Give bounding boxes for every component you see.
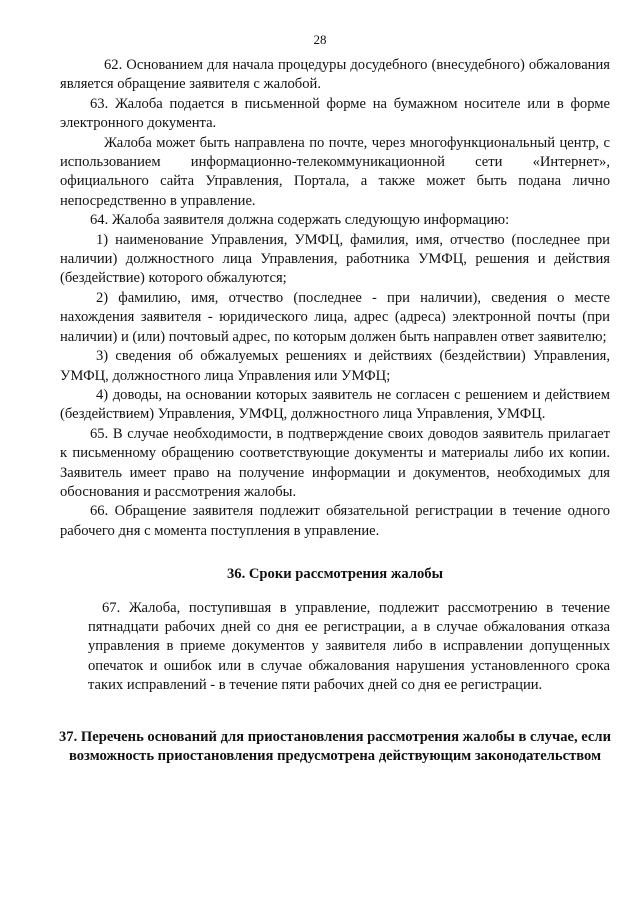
section-36-heading: 36. Сроки рассмотрения жалобы — [226, 566, 443, 583]
paragraph-62: 62. Основанием для начала процедуры досудебного (внесудебного) обжалования является обращение заявителя с жалобой. — [60, 57, 610, 93]
section-36-body — [60, 599, 610, 696]
document-body — [60, 56, 610, 766]
paragraph-63-delivery: Жалоба может быть направлена по почте, через многофункциональный центр, с использованием информационно-телекоммуникационной сети «Интернет», официального сайта Управления, Портала, а также может быть подана лично непосредственно в управление. — [60, 134, 610, 209]
paragraph-65: 65. В случае необходимости, в подтверждение своих доводов заявитель прилагает к письменному обращению соответствующие документы и материалы либо их копии. Заявитель имеет право на получение информации и документов, необходимых для обоснования и рассмотрения жалобы. — [60, 425, 610, 500]
paragraph-67: 67. Жалоба, поступившая в управление, подлежит рассмотрению в течение пятнадцати рабочих дней со дня ее регистрации, а в случае обжалования отказа управления в приеме документов у заявителя либо в исправлении допущенных опечаток и ошибок или в случае обжалования нарушения установленного срока таких исправлений - в течение пяти рабочих дней со дня ее регистрации. — [88, 599, 610, 694]
paragraph-64: 64. Жалоба заявителя должна содержать следующую информацию: — [90, 212, 510, 229]
paragraph-66: 66. Обращение заявителя подлежит обязательной регистрации в течение одного рабочего дня с момента поступления в управление. — [60, 503, 610, 539]
list-item-4: 4) доводы, на основании которых заявитель не согласен с решением и действием (бездействием) Управления, УМФЦ, должностного лица Управления, УМФЦ. — [60, 386, 610, 423]
paragraph-63: 63. Жалоба подается в письменной форме на бумажном носителе или в форме электронного документа. — [60, 95, 610, 132]
list-item-1: 1) наименование Управления, УМФЦ, фамилия, имя, отчество (последнее при наличии) должностного лица Управления, работника УМФЦ, решения и действия (бездействие) которого обжалуются; — [60, 231, 610, 287]
list-item-2: 2) фамилию, имя, отчество (последнее - при наличии), сведения о месте нахождения заявителя - юридического лица, адрес (адреса) электронной почты (при наличии) и (или) почтовый адрес, по которым должен быть направлен ответ заявителю; — [60, 289, 610, 345]
section-37-heading: 37. Перечень оснований для приостановления рассмотрения жалобы в случае, если возможность приостановления предусмотрена действующим законодательством — [59, 728, 611, 764]
page-number: 28 — [313, 32, 327, 47]
list-item-3: 3) сведения об обжалуемых решениях и действиях (бездействии) Управления, УМФЦ, должностного лица Управления или УМФЦ; — [60, 348, 610, 384]
